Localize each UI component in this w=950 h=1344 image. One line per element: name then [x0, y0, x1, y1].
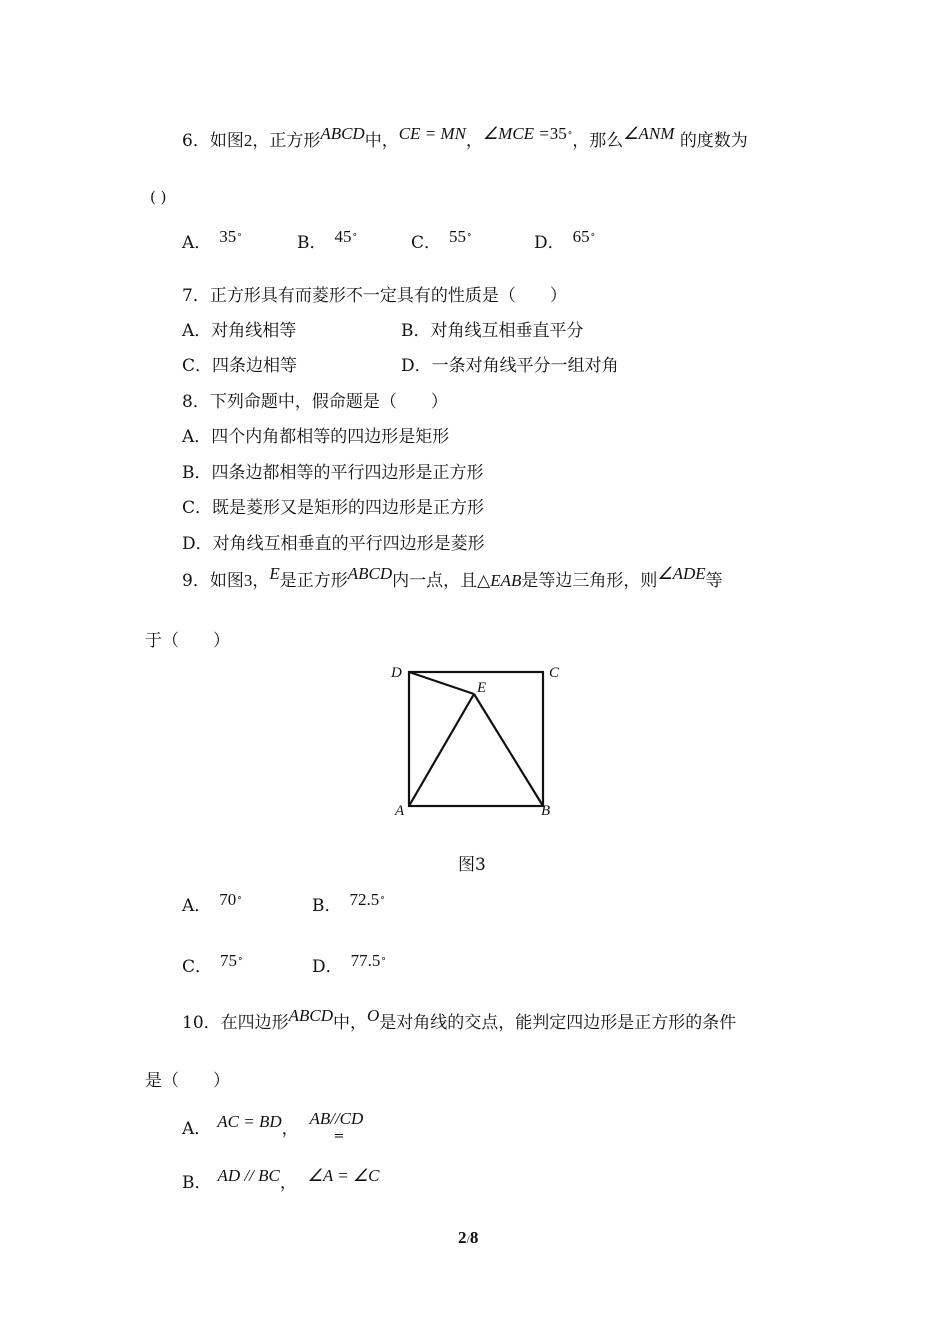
q10-text-a: 中， [333, 1013, 368, 1033]
q9-point-e: E [269, 564, 280, 583]
option-value: 75 [220, 951, 238, 970]
q7-stem: 7．正方形具有而菱形不一定具有的性质是（ ） [182, 286, 567, 306]
option-label: A． [182, 233, 212, 253]
degree-symbol: ° [467, 233, 472, 243]
q6-square: ABCD [320, 124, 365, 143]
option-value: 65 [572, 227, 590, 246]
q10-b-sep: ， [279, 1173, 297, 1193]
q9-text-a: 是正方形 [279, 571, 348, 591]
q6-equation-ce-mn: CE = MN [398, 124, 466, 143]
option-label: C． [411, 233, 442, 253]
q10-a-equation: AC = BD [217, 1112, 282, 1131]
q7-option-c[interactable] [182, 355, 297, 377]
current-page: 2 [458, 1228, 467, 1247]
q10-a-relation: AB//CD [309, 1109, 364, 1128]
q8-option-b[interactable] [182, 462, 484, 484]
label-d: D [391, 665, 402, 681]
option-label: B． [312, 896, 342, 916]
q6-angle-mce: ∠MCE = [482, 124, 550, 143]
segment-eb [474, 694, 543, 806]
q6-text-d: 的度数为 [679, 131, 748, 151]
option-label: A． [182, 321, 212, 341]
option-label: C． [182, 356, 213, 376]
option-label: A． [182, 1119, 212, 1139]
segment-ea [409, 694, 474, 806]
q9-triangle: EAB [490, 571, 522, 590]
degree-symbol: ° [237, 233, 242, 243]
q9-option-c[interactable] [182, 951, 243, 981]
total-pages: 8 [469, 1228, 479, 1247]
q8-option-a[interactable] [182, 426, 449, 448]
label-e: E [477, 680, 487, 696]
option-label: A． [182, 427, 212, 447]
q6-option-a[interactable] [182, 227, 242, 257]
q8-stem: 8．下列命题中，假命题是（ ） [182, 392, 448, 412]
q10-point-o: O [367, 1006, 380, 1025]
q6-angle-mce-value: 35 [549, 124, 567, 143]
segment-de [409, 672, 474, 694]
option-text: 一条对角线平分一组对角 [431, 356, 619, 376]
q9-option-b[interactable] [312, 890, 385, 920]
option-text: 四条边都相等的平行四边形是正方形 [211, 463, 484, 483]
degree-symbol: ° [352, 233, 357, 243]
option-label: D． [182, 534, 213, 554]
q9-stem-cont: 于（ ） [145, 631, 230, 651]
option-value: 72.5 [349, 890, 380, 909]
q10-a-parallel-equal [309, 1109, 364, 1144]
q6-text-c: ，那么 [572, 131, 624, 151]
page-number [458, 1228, 478, 1248]
q6-bracket: ( ) [150, 188, 167, 206]
q9-stem [182, 564, 723, 592]
q6-angle-anm: ∠ANM [623, 124, 675, 143]
q7-option-d[interactable] [401, 355, 619, 377]
q7-option-b[interactable] [401, 320, 584, 342]
label-b: B [541, 803, 551, 819]
q10-stem [182, 1006, 737, 1034]
degree-symbol: ° [381, 957, 386, 967]
q10-text-b: 是对角线的交点，能判定四边形是正方形的条件 [379, 1013, 737, 1033]
label-c: C [549, 665, 560, 681]
option-label: B． [182, 463, 212, 483]
q9-option-a[interactable] [182, 890, 242, 920]
q9-prefix: 9．如图 [182, 571, 244, 591]
q6-option-b[interactable] [297, 227, 357, 257]
q6-text-b: 中， [364, 131, 399, 151]
page-slash: / [466, 1232, 470, 1246]
option-value: 35 [219, 227, 237, 246]
option-text: 对角线互相垂直的平行四边形是菱形 [212, 534, 485, 554]
option-text: 对角线互相垂直平分 [430, 321, 584, 341]
option-text: 对角线相等 [211, 321, 297, 341]
option-value: 45 [334, 227, 352, 246]
option-text: 四个内角都相等的四边形是矩形 [211, 427, 450, 447]
q6-sep: ， [465, 131, 483, 151]
q9-square: ABCD [347, 564, 393, 583]
q6-option-d[interactable] [534, 227, 596, 257]
option-value: 70 [219, 890, 237, 909]
q9-text-b: 内一点，且△ [392, 571, 491, 591]
degree-symbol: ° [567, 131, 573, 141]
label-a: A [395, 803, 405, 819]
option-text: 四条边相等 [212, 356, 298, 376]
option-label: D． [534, 233, 565, 253]
q9-option-d[interactable] [312, 951, 386, 981]
q10-b-parallel: AD // BC [217, 1166, 280, 1185]
option-value: 55 [449, 227, 467, 246]
square-figure [385, 660, 575, 820]
q9-text-c: 是等边三角形，则 [521, 571, 658, 591]
degree-symbol: ° [590, 233, 596, 243]
option-text: 既是菱形又是矩形的四边形是正方形 [212, 498, 485, 518]
q9-fig-number: 3 [243, 571, 253, 590]
degree-symbol: ° [237, 896, 242, 906]
option-label: D． [312, 957, 343, 977]
option-value: 77.5 [350, 951, 381, 970]
option-label: D． [401, 356, 432, 376]
option-label: B． [401, 321, 431, 341]
q6-stem [182, 124, 748, 155]
q9-sep: ， [252, 571, 270, 591]
q10-a-sep: ， [281, 1119, 299, 1139]
option-label: B． [182, 1173, 212, 1193]
option-label: C． [182, 957, 213, 977]
q10-option-a[interactable] [182, 1109, 364, 1144]
square-abcd [409, 672, 543, 806]
q10-b-angle-relation: ∠A = ∠C [307, 1166, 380, 1185]
option-label: B． [297, 233, 327, 253]
degree-symbol: ° [238, 957, 243, 967]
option-label: A． [182, 896, 212, 916]
q9-text-d: 等 [705, 571, 723, 591]
q10-stem-cont: 是（ ） [145, 1071, 230, 1091]
q10-square: ABCD [288, 1006, 334, 1025]
q6-prefix: 6．如图 [182, 131, 244, 151]
q6-fig-number: 2 [243, 131, 253, 150]
q8-option-d[interactable] [182, 533, 485, 555]
q10-a-equal-mark: = [333, 1129, 345, 1144]
q10-option-b[interactable] [182, 1166, 380, 1194]
q8-option-c[interactable] [182, 497, 484, 519]
q10-prefix: 10．在四边形 [182, 1013, 289, 1033]
degree-symbol: ° [380, 896, 385, 906]
q9-angle-ade: ∠ADE [657, 564, 706, 583]
q6-option-c[interactable] [411, 227, 472, 257]
q6-text-a: ，正方形 [252, 131, 321, 151]
q7-option-a[interactable] [182, 320, 296, 342]
figure-caption: 图3 [458, 855, 486, 875]
option-label: C． [182, 498, 213, 518]
